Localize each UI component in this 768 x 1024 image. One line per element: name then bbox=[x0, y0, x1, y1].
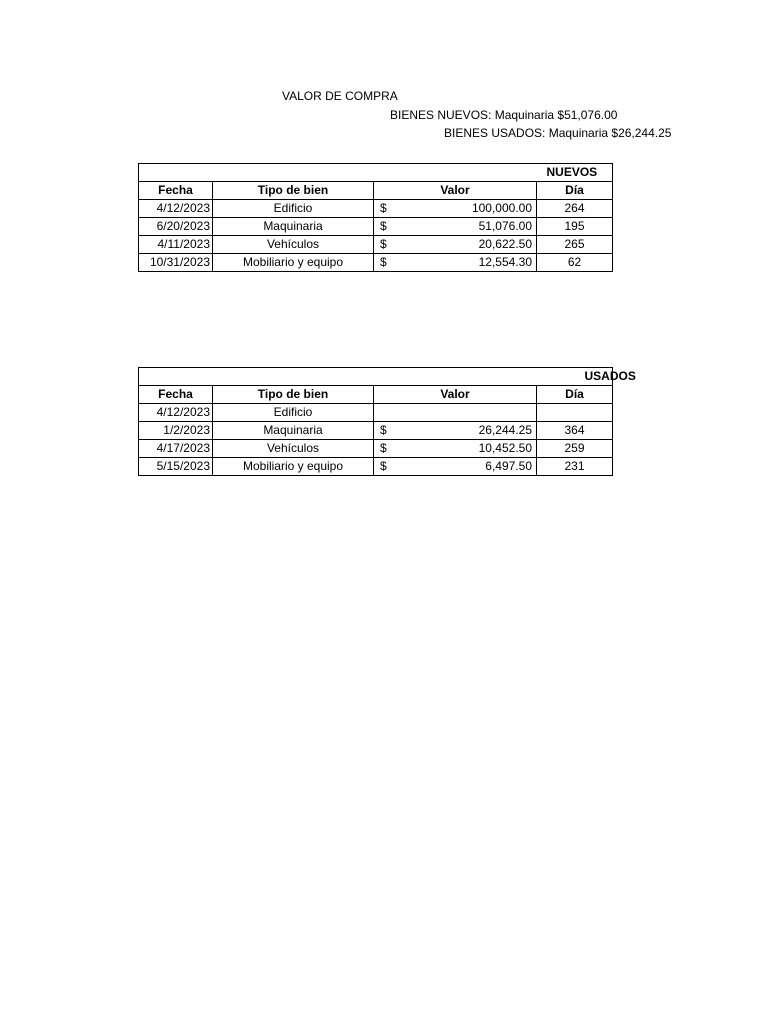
cell-tipo: Mobiliario y equipo bbox=[213, 254, 374, 272]
currency-symbol: $ bbox=[380, 441, 387, 455]
currency-symbol: $ bbox=[380, 423, 387, 437]
cell-valor bbox=[374, 218, 537, 236]
cell-valor bbox=[374, 458, 537, 476]
cell-dia: 231 bbox=[537, 458, 613, 476]
bienes-nuevos-text: BIENES NUEVOS: Maquinaria $51,076.00 bbox=[390, 108, 618, 122]
bienes-usados-line bbox=[444, 126, 672, 140]
bienes-nuevos-line bbox=[390, 108, 618, 122]
amount: 12,554.30 bbox=[478, 255, 532, 269]
col-dia: Día bbox=[537, 182, 613, 200]
currency-symbol: $ bbox=[380, 201, 387, 215]
cell-fecha: 4/17/2023 bbox=[139, 440, 213, 458]
usados-header-row bbox=[139, 386, 613, 404]
amount: 100,000.00 bbox=[471, 201, 532, 215]
cell-dia: 62 bbox=[537, 254, 613, 272]
col-dia: Día bbox=[537, 386, 613, 404]
currency-symbol: $ bbox=[380, 255, 387, 269]
currency-symbol: $ bbox=[380, 237, 387, 251]
cell-dia: 259 bbox=[537, 440, 613, 458]
amount: 51,076.00 bbox=[478, 219, 532, 233]
cell-fecha: 4/12/2023 bbox=[139, 200, 213, 218]
cell-tipo: Maquinaria bbox=[213, 218, 374, 236]
table-row bbox=[139, 422, 613, 440]
amount: 20,622.50 bbox=[478, 237, 532, 251]
usados-banner: USADOS bbox=[537, 368, 613, 386]
usados-banner-row bbox=[139, 368, 613, 386]
currency-symbol: $ bbox=[380, 459, 387, 473]
cell-tipo: Edificio bbox=[213, 200, 374, 218]
cell-fecha: 6/20/2023 bbox=[139, 218, 213, 236]
table-row bbox=[139, 458, 613, 476]
cell-tipo: Vehículos bbox=[213, 236, 374, 254]
cell-valor bbox=[374, 236, 537, 254]
amount: 10,452.50 bbox=[478, 441, 532, 455]
col-valor: Valor bbox=[374, 182, 537, 200]
cell-dia: 265 bbox=[537, 236, 613, 254]
bienes-usados-text: BIENES USADOS: Maquinaria $26,244.25 bbox=[444, 126, 672, 140]
cell-fecha: 4/11/2023 bbox=[139, 236, 213, 254]
table-row bbox=[139, 218, 613, 236]
cell-fecha: 5/15/2023 bbox=[139, 458, 213, 476]
cell-tipo: Mobiliario y equipo bbox=[213, 458, 374, 476]
cell-valor bbox=[374, 440, 537, 458]
currency-symbol: $ bbox=[380, 219, 387, 233]
col-valor: Valor bbox=[374, 386, 537, 404]
nuevos-table-wrap bbox=[138, 163, 612, 283]
nuevos-banner: NUEVOS bbox=[537, 164, 613, 182]
table-row bbox=[139, 404, 613, 422]
cell-dia: 364 bbox=[537, 422, 613, 440]
cell-tipo: Maquinaria bbox=[213, 422, 374, 440]
cell-fecha: 10/31/2023 bbox=[139, 254, 213, 272]
cell-valor bbox=[374, 200, 537, 218]
cell-dia: 195 bbox=[537, 218, 613, 236]
cell-tipo: Vehículos bbox=[213, 440, 374, 458]
cell-valor bbox=[374, 254, 537, 272]
nuevos-table bbox=[138, 163, 613, 272]
nuevos-header-row bbox=[139, 182, 613, 200]
table-row bbox=[139, 236, 613, 254]
cell-valor bbox=[374, 422, 537, 440]
nuevos-banner-row bbox=[139, 164, 613, 182]
col-fecha: Fecha bbox=[139, 182, 213, 200]
cell-fecha: 1/2/2023 bbox=[139, 422, 213, 440]
cell-dia bbox=[537, 404, 613, 422]
usados-table bbox=[138, 367, 636, 476]
col-tipo: Tipo de bien bbox=[213, 182, 374, 200]
table-row bbox=[139, 200, 613, 218]
table-row bbox=[139, 254, 613, 272]
table-row bbox=[139, 440, 613, 458]
cell-dia: 264 bbox=[537, 200, 613, 218]
amount: 26,244.25 bbox=[478, 423, 532, 437]
col-tipo: Tipo de bien bbox=[213, 386, 374, 404]
page-title: VALOR DE COMPRA bbox=[282, 89, 398, 103]
cell-fecha: 4/12/2023 bbox=[139, 404, 213, 422]
col-fecha: Fecha bbox=[139, 386, 213, 404]
usados-table-wrap bbox=[138, 367, 636, 487]
cell-valor bbox=[374, 404, 537, 422]
cell-tipo: Edificio bbox=[213, 404, 374, 422]
amount: 6,497.50 bbox=[485, 459, 532, 473]
